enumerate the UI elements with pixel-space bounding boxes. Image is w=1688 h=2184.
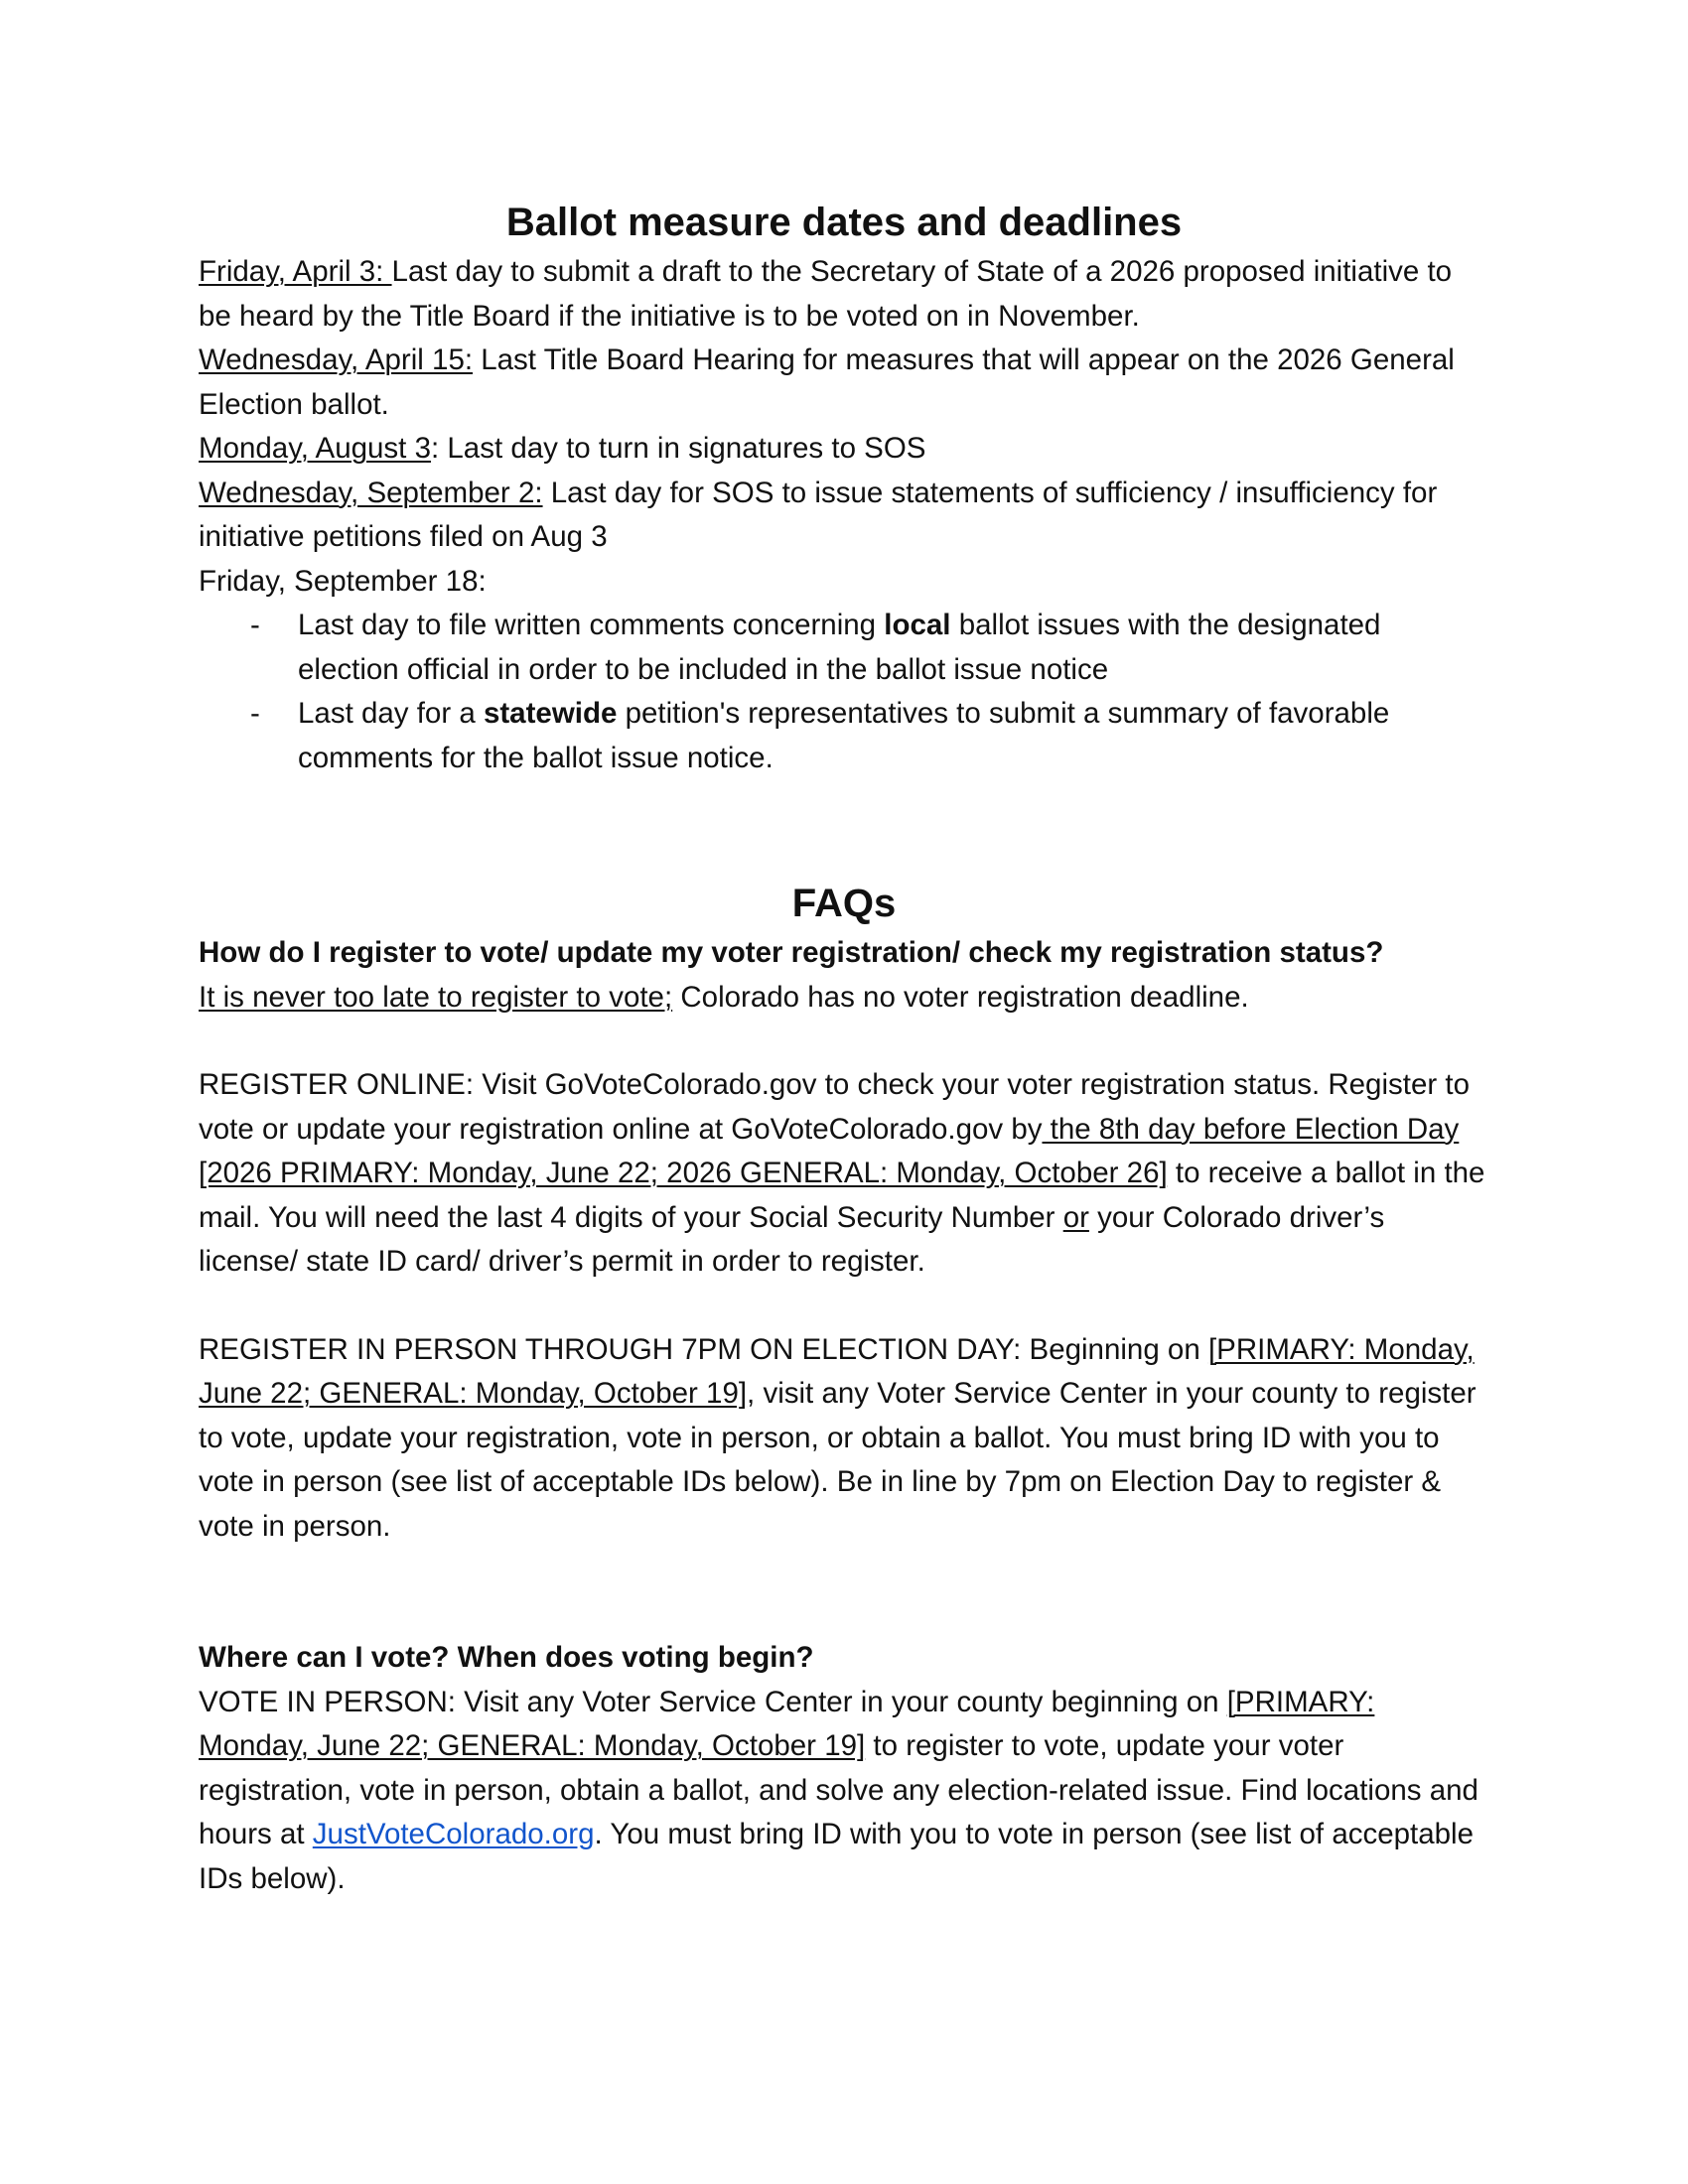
bullet-text: ballot issues with the designated election official in order to be included in the ballot issue notice <box>298 609 1381 686</box>
deadline-text: Last Title Board Hearing for measures that will appear on the 2026 General Election ballot. <box>199 343 1455 421</box>
register-in-person-paragraph <box>199 1328 1489 1550</box>
deadline-text: Last day for SOS to issue statements of sufficiency / insufficiency for initiative petitions filed on Aug 3 <box>199 476 1438 553</box>
intro-rest: Colorado has no voter registration deadline. <box>672 980 1249 1014</box>
list-item <box>199 692 1489 780</box>
paragraph-text: your Colorado driver’s license/ state ID card/ driver’s permit in order to register. <box>199 1200 1385 1278</box>
bullet-text: petition's representatives to submit a summary of favorable comments for the ballot issue notice. <box>298 697 1390 774</box>
justvotecolorado-link[interactable]: JustVoteColorado.org <box>312 1818 595 1850</box>
spacer <box>199 1020 1489 1063</box>
deadline-item-apr15 <box>199 339 1489 427</box>
deadline-item-apr3 <box>199 250 1489 339</box>
paragraph-text: REGISTER ONLINE: Visit GoVoteColorado.gov to check your voter registration status. Register to vote or update your registration online at GoVoteColorado.gov by <box>199 1068 1470 1146</box>
spacer <box>199 780 1489 880</box>
paragraph-text: , visit any Voter Service Center in your county to register to vote, update your registration, vote in person, or obtain a ballot. You must bring ID with you to vote in person (see list of acceptable IDs below). Be in line by 7pm on Election Day to register & vote in person. <box>199 1377 1477 1543</box>
register-online-paragraph <box>199 1063 1489 1285</box>
deadline-date: Monday, August 3 <box>199 432 431 465</box>
vote-in-person-paragraph <box>199 1681 1489 1902</box>
paragraph-text: to receive a ballot in the mail. You will need the last 4 digits of your Social Security Number <box>199 1157 1485 1234</box>
deadline-text: : Last day to turn in signatures to SOS <box>430 432 926 465</box>
underlined-dates: the 8th day before Election Day [2026 PRIMARY: Monday, June 22; 2026 GENERAL: Monday, October 26] <box>199 1112 1460 1189</box>
faqs-heading: FAQs <box>791 882 897 925</box>
bullet-text: Last day to file written comments concerning <box>298 609 885 641</box>
bullet-text: Last day for a <box>298 697 484 730</box>
deadline-date: Friday, April 3: <box>199 255 392 288</box>
underlined-dates: [PRIMARY: Monday, June 22; GENERAL: Monday, October 19] <box>199 1332 1475 1410</box>
deadline-item-sep18: Friday, September 18: <box>199 564 487 598</box>
deadline-item-sep2 <box>199 472 1489 560</box>
deadline-item-aug3 <box>199 427 1489 472</box>
deadlines-heading: Ballot measure dates and deadlines <box>505 201 1183 244</box>
dash-bullet: - <box>250 609 260 641</box>
sep18-bullet-list <box>199 604 1489 780</box>
document-page <box>199 199 1489 1901</box>
deadline-date: Wednesday, April 15: <box>199 343 474 376</box>
dash-bullet: - <box>250 697 260 730</box>
spacer <box>199 1549 1489 1636</box>
bullet-bold: statewide <box>483 697 618 730</box>
paragraph-text: to register to vote, update your voter registration, vote in person, obtain a ballot, and solve any election-related issue. Find locations and hours at <box>199 1729 1478 1850</box>
paragraph-text: REGISTER IN PERSON THROUGH 7PM ON ELECTION DAY: Beginning on <box>199 1332 1208 1366</box>
deadline-text: Last day to submit a draft to the Secretary of State of a 2026 proposed initiative to be heard by the Title Board if the initiative is to be voted on in November. <box>199 255 1453 333</box>
underlined-or: or <box>1062 1200 1089 1234</box>
deadline-date: Wednesday, September 2: <box>199 476 543 509</box>
intro-underlined: It is never too late to register to vote; <box>199 980 673 1014</box>
spacer <box>199 1285 1489 1328</box>
underlined-dates: [PRIMARY: Monday, June 22; GENERAL: Monday, October 19] <box>199 1685 1375 1762</box>
faq-question-where-vote: Where can I vote? When does voting begin? <box>199 1641 814 1674</box>
list-item <box>199 604 1489 692</box>
paragraph-text: . You must bring ID with you to vote in person (see list of acceptable IDs below). <box>199 1818 1475 1895</box>
paragraph-text: VOTE IN PERSON: Visit any Voter Service Center in your county beginning on <box>199 1685 1227 1718</box>
faq-question-register: How do I register to vote/ update my voter registration/ check my registration status? <box>199 936 1384 969</box>
faq-intro <box>199 976 1489 1021</box>
bullet-bold: local <box>884 609 951 641</box>
